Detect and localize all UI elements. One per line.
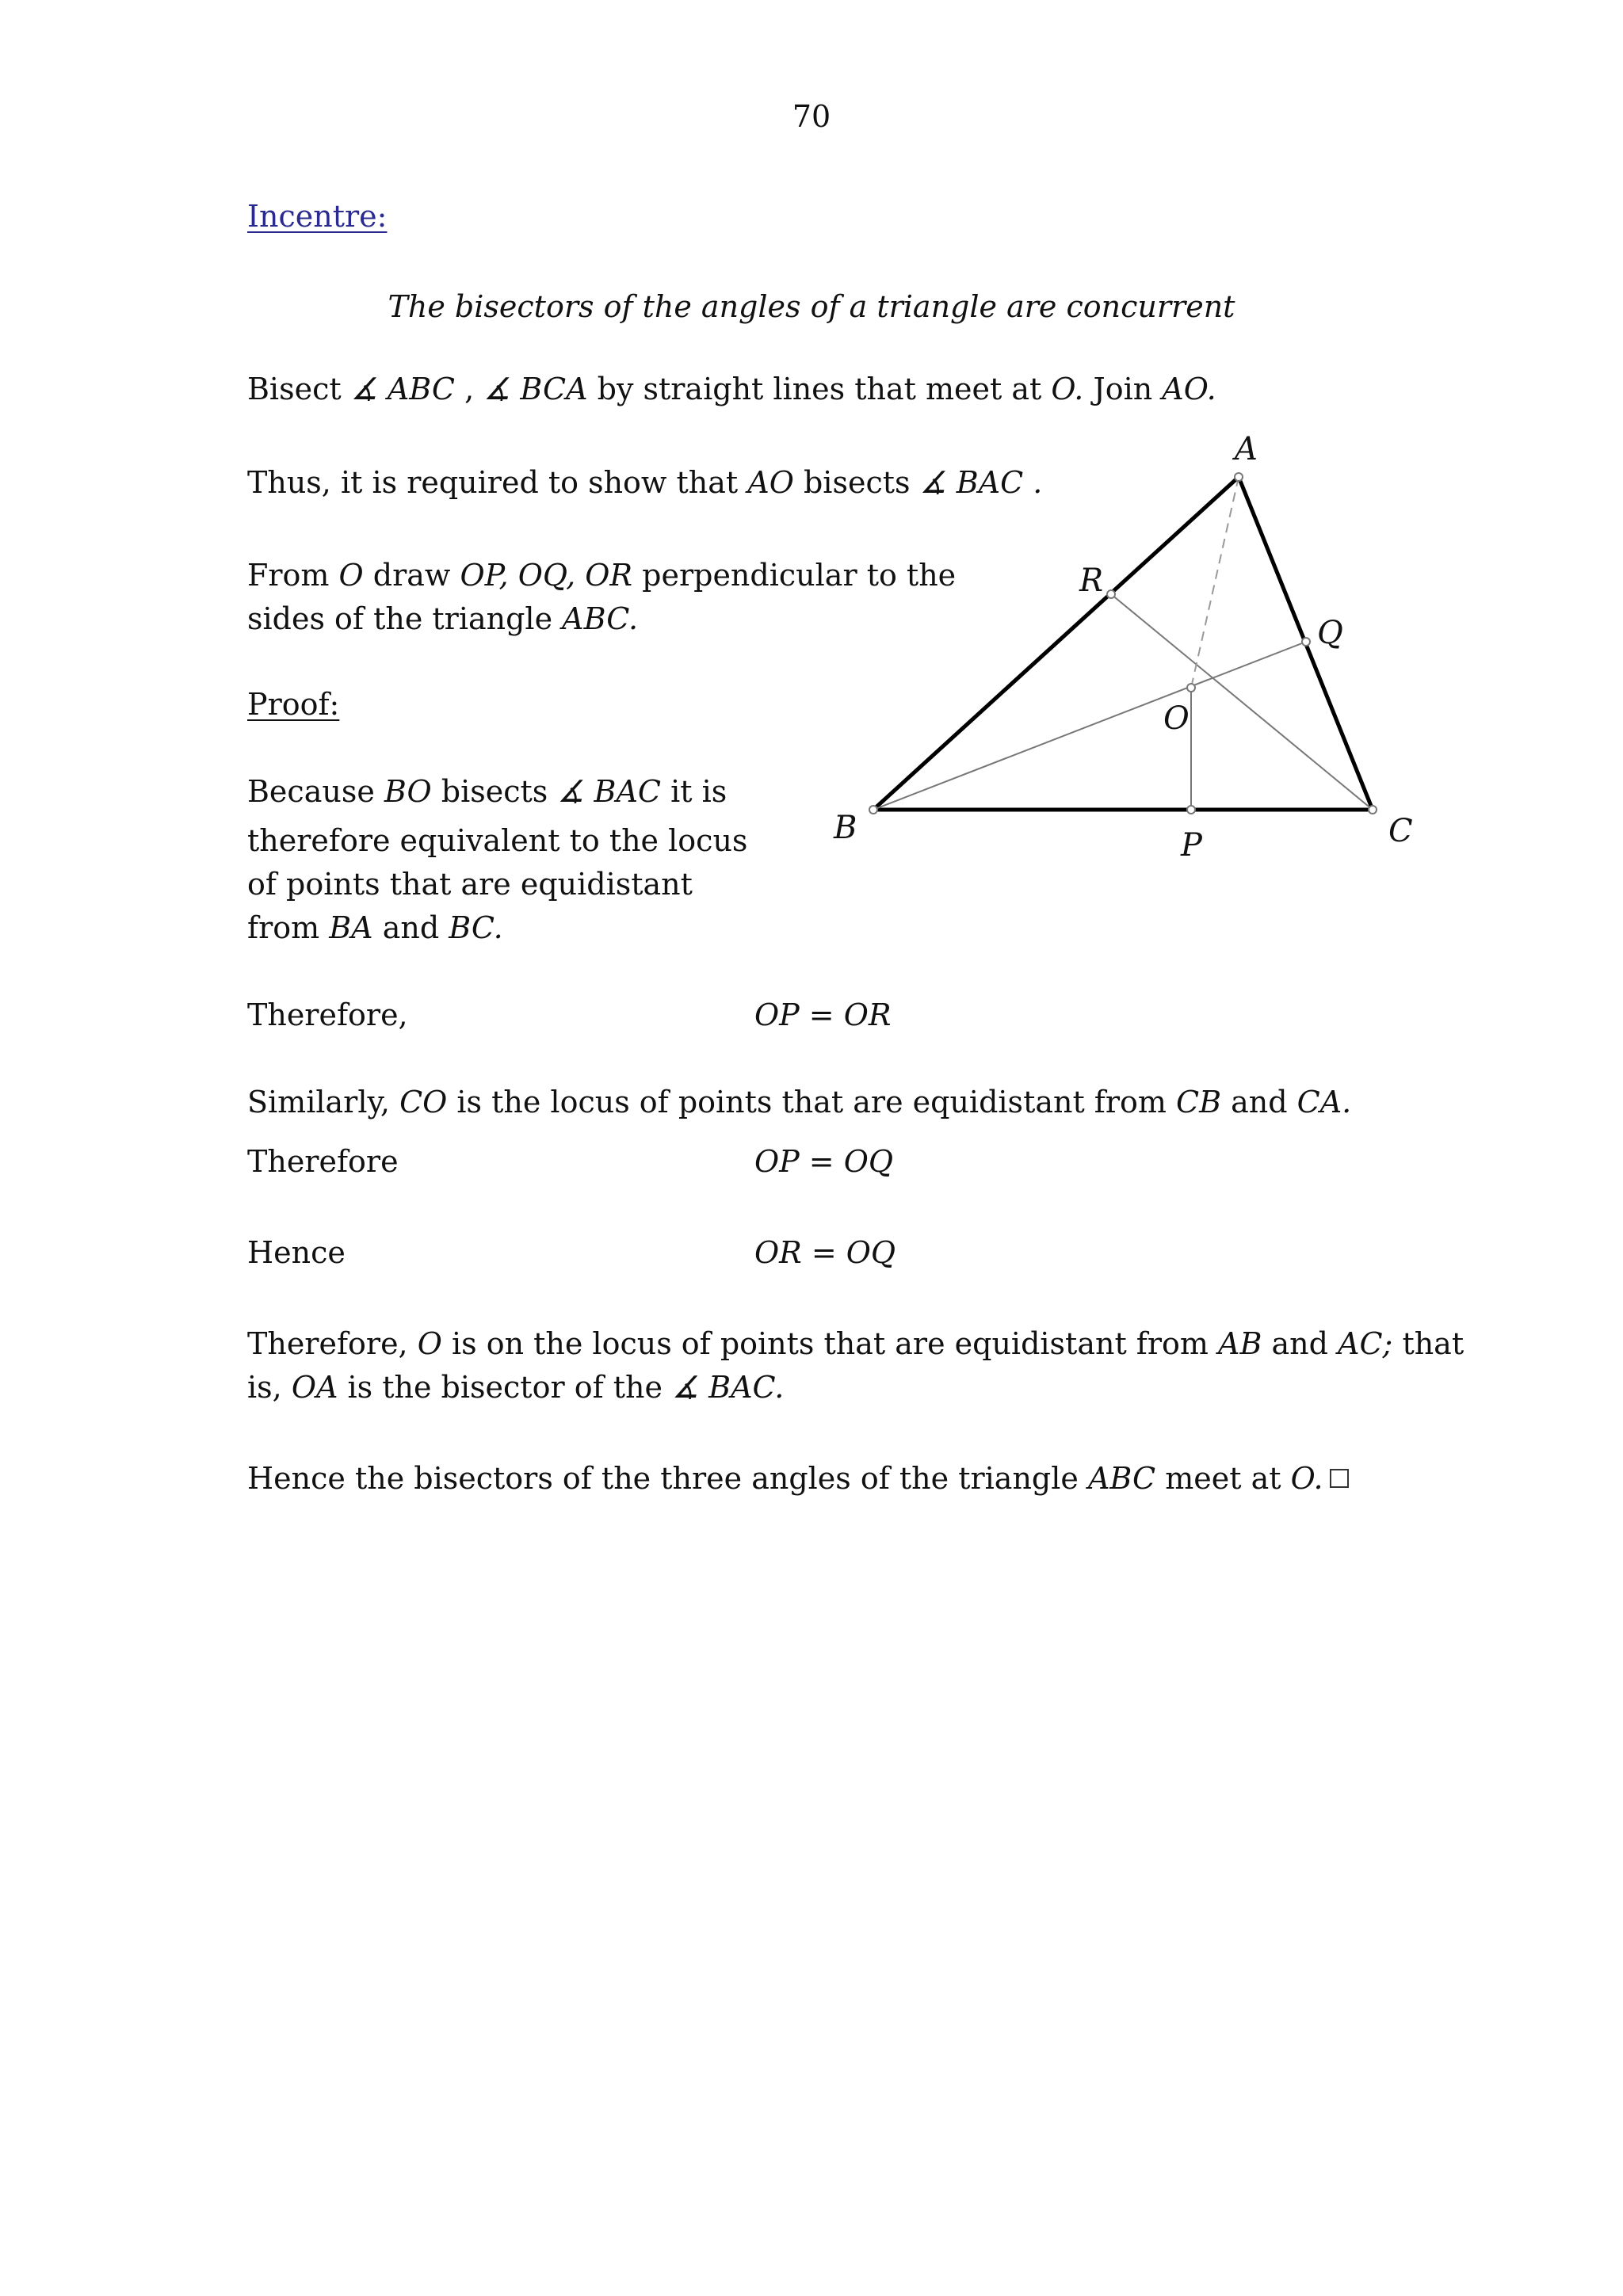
point-c-marker: [1369, 806, 1377, 814]
text: sides of the triangle: [247, 601, 563, 636]
point-p-marker: [1187, 806, 1195, 814]
text: meet at: [1155, 1461, 1291, 1496]
triangle-abc: ABC.: [562, 601, 639, 636]
segment-ba: BA: [329, 910, 373, 945]
text: and: [1262, 1326, 1338, 1361]
text: Bisect: [247, 372, 351, 406]
section-heading: Incentre:: [247, 199, 388, 234]
text: ,: [455, 372, 484, 406]
segment-cb: CB: [1176, 1085, 1222, 1119]
segment-ac: AC;: [1338, 1326, 1393, 1361]
label-p: P: [1181, 827, 1202, 864]
text: Thus, it is required to show that: [247, 465, 748, 500]
point-o: O.: [1290, 1461, 1323, 1496]
page-number: 70: [792, 99, 831, 134]
label-o: O: [1163, 700, 1190, 737]
point-a-marker: [1235, 473, 1243, 481]
side-ab: [873, 477, 1239, 810]
point-b-marker: [869, 806, 877, 814]
segments: OP, OQ, OR: [460, 558, 633, 593]
proof-para-line: of points that are equidistant: [247, 867, 693, 902]
point-o: O: [338, 558, 364, 593]
angle-bca: ∡ BCA: [483, 372, 588, 406]
text: perpendicular to the: [632, 558, 957, 593]
label-b: B: [834, 810, 857, 846]
text: Join: [1083, 372, 1163, 406]
text: From: [247, 558, 339, 593]
step-label: Hence: [247, 1235, 346, 1270]
text: Therefore,: [247, 1326, 418, 1361]
step-label: Therefore,: [247, 997, 408, 1032]
segment-ab: AB: [1218, 1326, 1262, 1361]
segment-bc: BC.: [449, 910, 503, 945]
proof-para-line: therefore equivalent to the locus: [247, 823, 748, 858]
angle-bac: ∡ BAC: [557, 774, 661, 809]
label-r: R: [1079, 563, 1104, 599]
text: by straight lines that meet at: [587, 372, 1052, 406]
text: draw: [363, 558, 460, 593]
segment-bo: BO: [384, 774, 432, 809]
text: Similarly,: [247, 1085, 400, 1119]
point-o-marker: [1187, 684, 1195, 692]
segment-ao: AO: [747, 465, 794, 500]
point-q-marker: [1302, 638, 1310, 646]
triangle-abc: ABC: [1087, 1461, 1156, 1496]
label-q: Q: [1317, 615, 1343, 651]
text: from: [247, 910, 330, 945]
text: Because: [247, 774, 384, 809]
theorem-statement: The bisectors of the angles of a triangle are concurrent: [388, 289, 1235, 324]
text: and: [1221, 1085, 1297, 1119]
segment-ca: CA.: [1296, 1085, 1352, 1119]
text: Hence the bisectors of the three angles of the triangle: [247, 1461, 1088, 1496]
text: bisects: [431, 774, 558, 809]
equation: OP = OQ: [754, 1144, 894, 1179]
label-a: A: [1235, 431, 1258, 467]
angle-bac: ∡ BAC.: [672, 1370, 785, 1405]
segment-ao-dashed: [1191, 477, 1239, 688]
text: and: [372, 910, 449, 945]
equation: OR = OQ: [754, 1235, 896, 1270]
point-r-marker: [1107, 590, 1115, 598]
bisector-b: [873, 642, 1306, 810]
text: is the locus of points that are equidistant from: [447, 1085, 1177, 1119]
point-o: O.: [1051, 372, 1084, 406]
segment-co: CO: [399, 1085, 448, 1119]
step-label: Therefore: [247, 1144, 399, 1179]
text: is on the locus of points that are equidistant from: [441, 1326, 1219, 1361]
label-c: C: [1388, 813, 1413, 849]
text: bisects: [793, 465, 920, 500]
equation: OP = OR: [754, 997, 892, 1032]
angle-abc: ∡ ABC: [350, 372, 455, 406]
segment-ao: AO.: [1162, 372, 1216, 406]
angle-bac: ∡ BAC .: [919, 465, 1043, 500]
segment-oa: OA: [291, 1370, 338, 1405]
text: is the bisector of the: [338, 1370, 673, 1405]
text: that: [1392, 1326, 1465, 1361]
point-o: O: [417, 1326, 442, 1361]
proof-heading: Proof:: [247, 687, 340, 722]
text: it is: [660, 774, 727, 809]
text: is,: [247, 1370, 292, 1405]
